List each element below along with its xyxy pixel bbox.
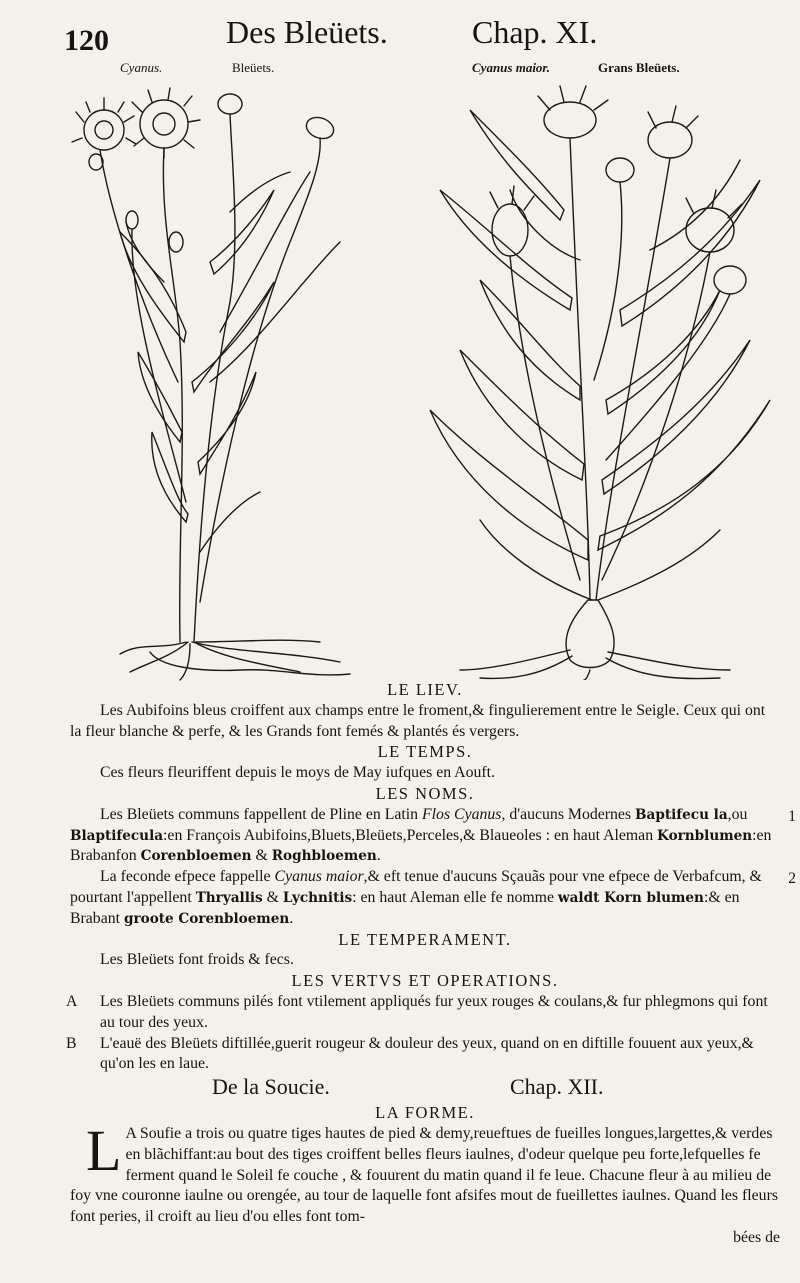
paragraph-vertu-b: B L'eauë des Bleüets diftillée,guerit rougeur & douleur des yeux, quand on en diftille fouuent aux yeux,& qu'on les en laue.	[66, 1034, 754, 1073]
margin-letter: B	[66, 1034, 77, 1052]
caption-french-1: Bleüets.	[232, 60, 275, 75]
catchword: bées de	[733, 1228, 780, 1246]
heading-vertus-operations: LES VERTVS ET OPERATIONS.	[291, 971, 559, 991]
paragraph-le-lieu: Les Aubifoins bleus croiffent aux champs entre le froment,& fingulierement entre le Seigle. Ceux qui ont la fleur blanche & perfe, & les Grands font femés & plantés és vergers.	[70, 701, 766, 740]
paragraph-la-forme: L A Soufie a trois ou quatre tiges hautes de pied & demy,reueftues de fueilles longues,largettes,& verdes en blãchiffant:au bout des tiges croiffent belles fleurs iaulnes, d'odeur quelque peu forte,lefquelles fe ferment quand le Soleil fe couche , & fouurent du matin quand il fe leue. Chacune fleur à au milieu de foy vne couronne iaulne ou orengée, au tour de laquelle font afsifes mout de fueillettes iaulnes. Quand les fleurs font peries, il croift au lieu d'ou elles font tom-	[70, 1117, 778, 1226]
paragraph-le-temps: Ces fleurs fleuriffent depuis le moys de May iufques en Aouft.	[100, 764, 495, 782]
woodcut-greater-cornflower-illustration	[420, 80, 780, 680]
heading-le-temperament: LE TEMPERAMENT.	[338, 929, 512, 949]
running-title: Des Bleüets.	[226, 14, 388, 50]
heading-la-forme: LA FORME.	[375, 1103, 475, 1123]
paragraph-vertu-a: A Les Bleüets communs pilés font vtilement appliqués fur yeux rouges & coulans,& fur phlegmons qui font au tour des yeux.	[66, 992, 768, 1031]
heading-les-noms: LES NOMS.	[375, 783, 475, 803]
caption-latin-2: Cyanus maior.	[472, 60, 551, 75]
chapter-number: Chap. XI.	[472, 14, 598, 50]
page-number: 120	[64, 24, 109, 57]
paragraph-le-temperament: Les Bleüets font froids & fecs.	[100, 951, 294, 969]
drop-cap: L	[86, 1117, 122, 1183]
woodcut-cornflower-illustration	[60, 82, 370, 682]
heading-le-lieu: LE LIEV.	[387, 680, 463, 699]
bleed-through	[600, 20, 608, 54]
heading-le-temps: LE TEMPS.	[377, 742, 473, 762]
next-chapter-number: Chap. XII.	[510, 1074, 604, 1100]
margin-note-number: 2	[788, 870, 796, 888]
caption-french-2: Grans Bleüets.	[598, 60, 680, 75]
next-chapter-header	[70, 1075, 780, 1103]
paragraph-les-noms-1: Les Bleüets communs fappellent de Pline en Latin Flos Cyanus, d'aucuns Modernes Baptifecu la,ou Blaptifecula:en François Aubifoins,Bluets,Bleüets,Perceles,& Blaueoles : en haut Aleman Kornblumen:en Brabanfon Corenbloemen & Roghbloemen. 1	[70, 805, 796, 865]
margin-letter: A	[66, 992, 78, 1010]
next-chapter-title: De la Soucie.	[212, 1074, 330, 1100]
caption-latin-1: Cyanus.	[120, 60, 163, 75]
flower-head-icon	[72, 88, 337, 252]
margin-note-number: 1	[788, 807, 796, 825]
paragraph-les-noms-2: La feconde efpece fappelle Cyanus maior,& eft tenue d'aucuns Sçauãs pour vne efpece de Verbafcum, & pourtant l'appellent Thryallis & Lychnitis: en haut Aleman elle fe nomme waldt Korn blumen:& en Brabant groote Corenbloemen. 2	[70, 868, 796, 927]
chapter-xi-text	[66, 680, 796, 1249]
